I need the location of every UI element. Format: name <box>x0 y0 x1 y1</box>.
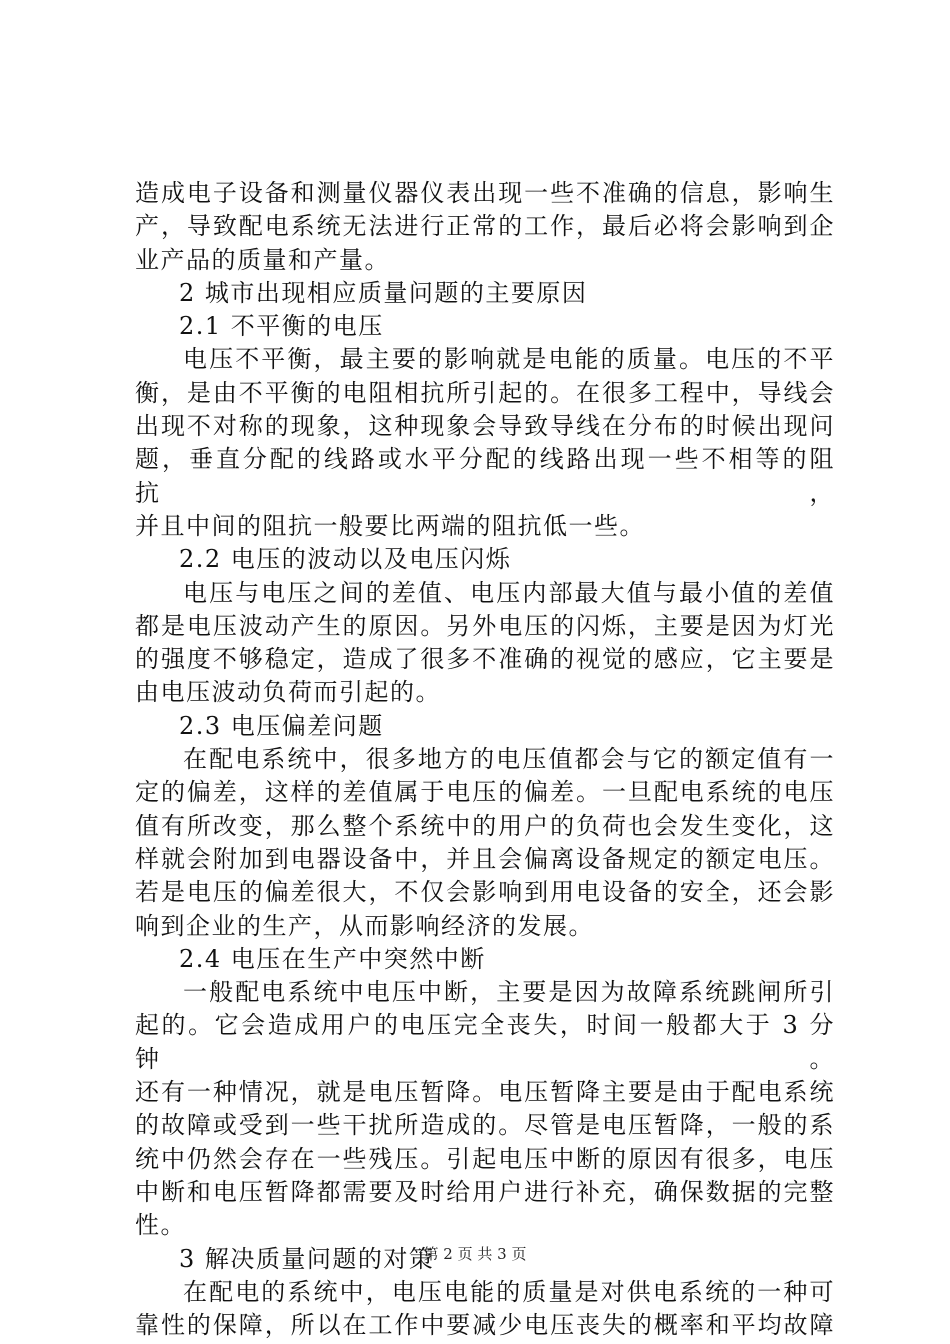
document-body <box>135 177 835 1342</box>
paragraph-line: 在配电系统中，很多地方的电压值都会与它的额定值有一 <box>183 745 835 774</box>
paragraph-line: 都是电压波动产生的原因。另外电压的闪烁，主要是因为灯光 <box>135 611 835 640</box>
paragraph-line: 响到企业的生产，从而影响经济的发展。 <box>135 911 594 940</box>
paragraph-line: 题，垂直分配的线路或水平分配的线路出现一些不相等的阻抗， <box>135 445 835 507</box>
paragraph-line: 样就会附加到电器设备中，并且会偏离设备规定的额定电压。 <box>135 844 835 873</box>
paragraph-line: 并且中间的阻抗一般要比两端的阻抗低一些。 <box>135 511 645 540</box>
paragraph-line: 若是电压的偏差很大，不仅会影响到用电设备的安全，还会影 <box>135 878 835 907</box>
subsection-heading: 2.2 电压的波动以及电压闪烁 <box>179 545 512 574</box>
paragraph-line: 业产品的质量和产量。 <box>135 245 390 274</box>
paragraph-line: 电压与电压之间的差值、电压内部最大值与最小值的差值 <box>183 578 835 607</box>
page-number-footer: 第 2 页 共 3 页 <box>423 1245 527 1263</box>
paragraph-line: 由电压波动负荷而引起的。 <box>135 678 441 707</box>
paragraph-line: 统中仍然会存在一些残压。引起电压中断的原因有很多，电压 <box>135 1144 835 1173</box>
paragraph-line: 在配电的系统中，电压电能的质量是对供电系统的一种可 <box>183 1277 835 1306</box>
paragraph-line: 造成电子设备和测量仪器仪表出现一些不准确的信息，影响生 <box>135 179 835 207</box>
paragraph-line: 衡，是由不平衡的电阻相抗所引起的。在很多工程中，导线会 <box>135 378 835 407</box>
subsection-heading: 2.3 电压偏差问题 <box>179 711 384 740</box>
subsection-heading: 2.4 电压在生产中突然中断 <box>179 944 486 973</box>
paragraph-line: 定的偏差，这样的差值属于电压的偏差。一旦配电系统的电压 <box>135 778 835 807</box>
paragraph-line: 性。 <box>135 1211 186 1240</box>
subsection-heading: 2.1 不平衡的电压 <box>179 312 384 341</box>
paragraph-line: 产，导致配电系统无法进行正常的工作，最后必将会影响到企 <box>135 212 835 241</box>
paragraph-line: 一般配电系统中电压中断，主要是因为故障系统跳闸所引 <box>183 978 835 1007</box>
paragraph-line: 还有一种情况，就是电压暂降。电压暂降主要是由于配电系统 <box>135 1078 835 1107</box>
paragraph-line: 的强度不够稳定，造成了很多不准确的视觉的感应，它主要是 <box>135 645 835 674</box>
paragraph-line: 出现不对称的现象，这种现象会导致导线在分布的时候出现问 <box>135 412 835 441</box>
paragraph-line: 电压不平衡，最主要的影响就是电能的质量。电压的不平 <box>183 345 835 374</box>
paragraph-line: 值有所改变，那么整个系统中的用户的负荷也会发生变化，这 <box>135 811 835 840</box>
paragraph-line: 中断和电压暂降都需要及时给用户进行补充，确保数据的完整 <box>135 1177 835 1206</box>
section-heading: 3 解决质量问题的对策 <box>179 1244 435 1273</box>
section-heading: 2 城市出现相应质量问题的主要原因 <box>179 278 588 307</box>
paragraph-line: 的故障或受到一些干扰所造成的。尽管是电压暂降，一般的系 <box>135 1111 835 1140</box>
paragraph-line: 起的。它会造成用户的电压完全丧失，时间一般都大于 3 分钟。 <box>135 1011 835 1073</box>
paragraph-line: 靠性的保障，所以在工作中要减少电压丧失的概率和平均故障 <box>135 1311 835 1340</box>
